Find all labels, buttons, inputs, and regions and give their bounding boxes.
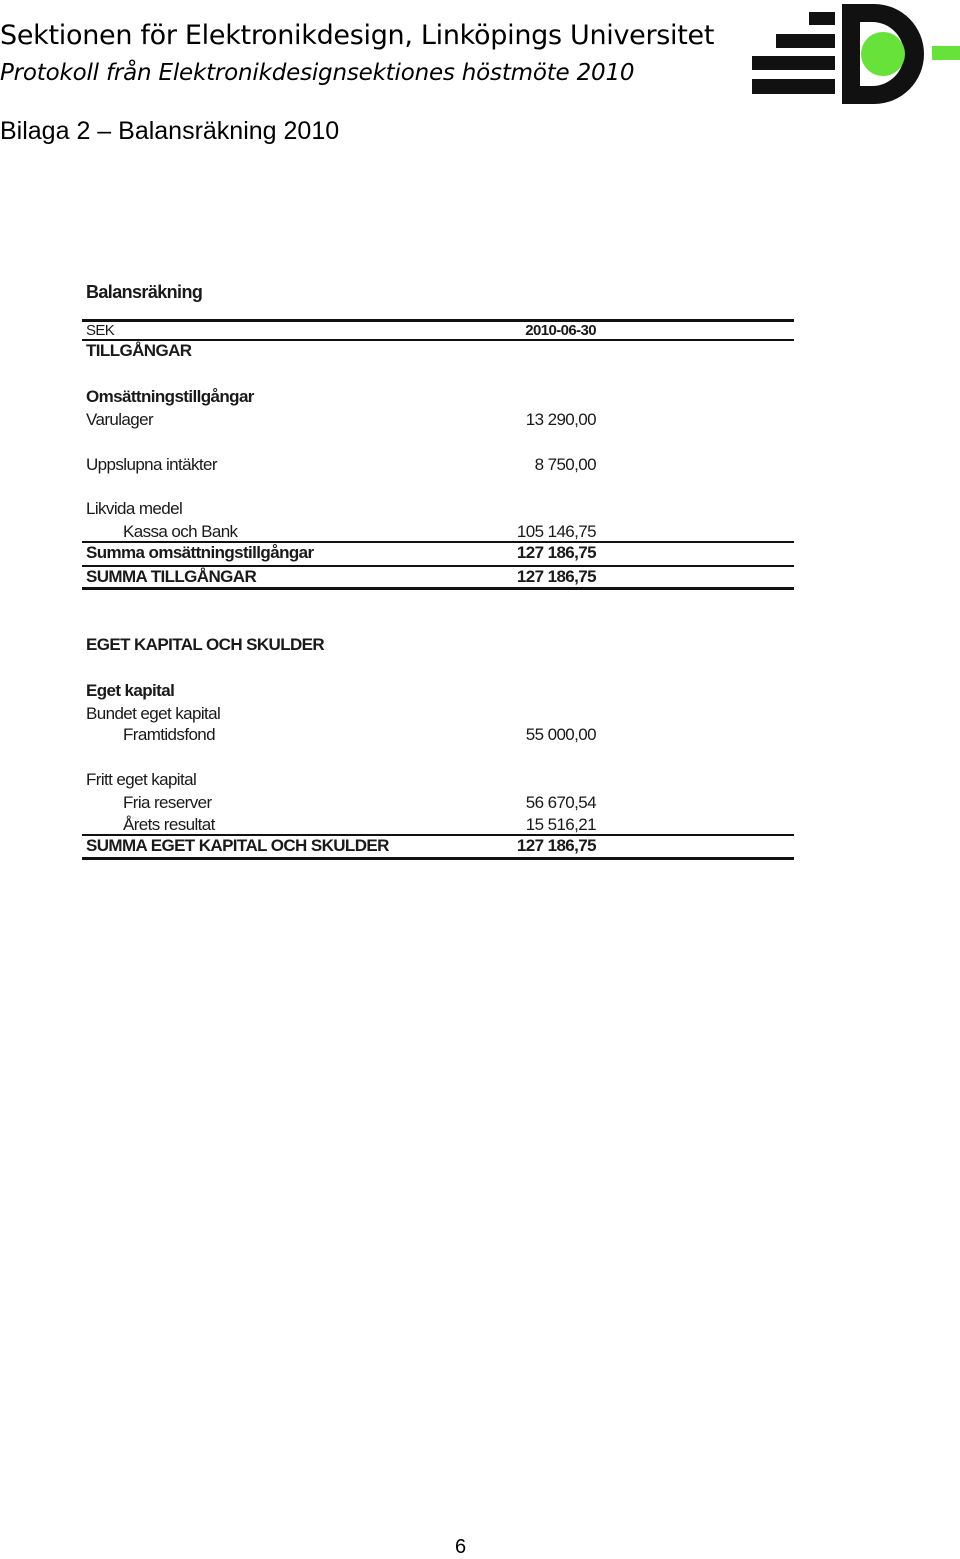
assets-heading: TILLGÅNGAR xyxy=(86,341,192,360)
inventory-label: Varulager xyxy=(86,410,154,429)
accrued-value: 8 750,00 xyxy=(534,455,596,474)
free-reserves-label: Fria reserver xyxy=(123,793,212,812)
result-label: Årets resultat xyxy=(123,815,215,834)
currency-label: SEK xyxy=(86,322,115,339)
fund-label: Framtidsfond xyxy=(123,725,216,744)
equity-heading: Eget kapital xyxy=(86,681,175,700)
page-number: 6 xyxy=(455,1536,467,1558)
result-value: 15 516,21 xyxy=(525,815,596,834)
attachment-title: Bilaga 2 – Balansräkning 2010 xyxy=(0,117,340,145)
fund-value: 55 000,00 xyxy=(525,725,596,744)
document-header-title: Sektionen för Elektronikdesign, Linköpings Universitet xyxy=(0,20,715,51)
cash-value: 105 146,75 xyxy=(516,522,596,541)
balance-sheet xyxy=(82,280,794,880)
sum-equity-value: 127 186,75 xyxy=(516,836,596,855)
sheet-title: Balansräkning xyxy=(86,282,203,302)
sum-current-value: 127 186,75 xyxy=(516,543,596,562)
sum-assets-label: SUMMA TILLGÅNGAR xyxy=(86,567,257,586)
equity-liabilities-heading: EGET KAPITAL OCH SKULDER xyxy=(86,635,325,654)
cash-heading: Likvida medel xyxy=(86,499,183,518)
cash-label: Kassa och Bank xyxy=(123,522,238,541)
sum-equity-label: SUMMA EGET KAPITAL OCH SKULDER xyxy=(86,836,389,855)
free-reserves-value: 56 670,54 xyxy=(525,793,596,812)
ed-logo-icon xyxy=(752,4,960,106)
current-assets-heading: Omsättningstillgångar xyxy=(86,387,254,406)
free-equity-heading: Fritt eget kapital xyxy=(86,770,197,789)
restricted-equity-heading: Bundet eget kapital xyxy=(86,704,221,723)
accrued-label: Uppslupna intäkter xyxy=(86,455,217,474)
sum-assets-value: 127 186,75 xyxy=(516,567,596,586)
sum-current-label: Summa omsättningstillgångar xyxy=(86,543,314,562)
report-date: 2010-06-30 xyxy=(525,322,596,339)
sum-assets-bottom-rule xyxy=(82,587,794,590)
sum-equity-bottom-rule xyxy=(82,857,794,860)
inventory-value: 13 290,00 xyxy=(525,410,596,429)
document-header-subtitle: Protokoll från Elektronikdesignsektiones höstmöte 2010 xyxy=(0,60,635,86)
